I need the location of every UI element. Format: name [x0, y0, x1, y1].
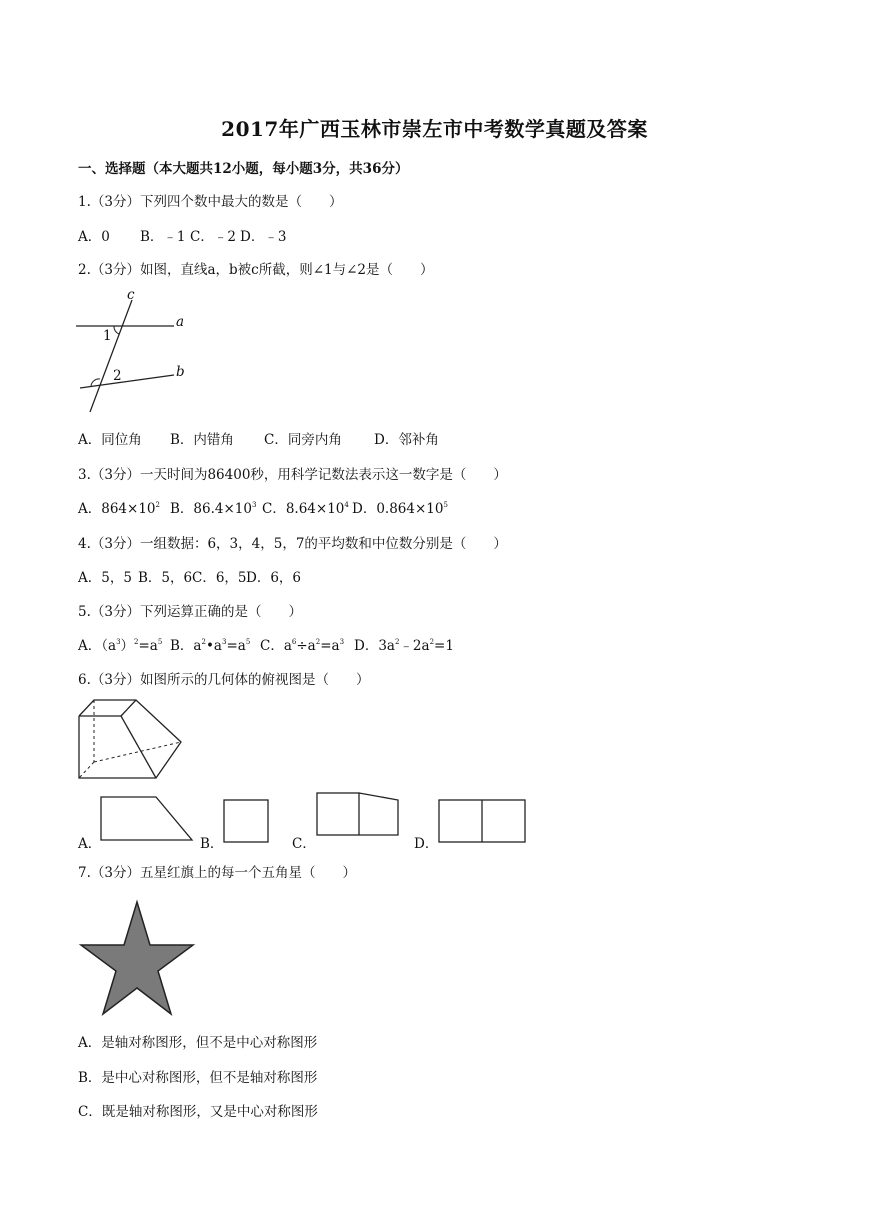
question-7-option-b: B．是中心对称图形，但不是轴对称图形 [78, 1070, 318, 1086]
label-b: b [176, 364, 185, 380]
line-b [80, 375, 174, 388]
line-c [90, 300, 132, 412]
angle-1-arc [114, 326, 119, 334]
label-a: a [176, 314, 185, 330]
page-title: 2017年广西玉林市崇左市中考数学真题及答案 [221, 117, 648, 141]
option-a: A．同位角 [78, 432, 142, 448]
question-1-options [78, 228, 286, 246]
label-angle-2: 2 [113, 368, 122, 384]
question-7-stem: 7.（3分）五星红旗上的每一个五角星（ ） [78, 865, 356, 881]
q6-option-d-label: D． [414, 836, 439, 852]
option-d: D．﹣3 [240, 229, 287, 245]
option-b: B．﹣1 [140, 229, 186, 245]
label-angle-1: 1 [103, 328, 112, 344]
option-c: C．$8.64\times 10^4$ [262, 501, 349, 517]
question-1-stem: 1.（3分）下列四个数中最大的数是（ ） [78, 194, 343, 210]
q6-option-a-shape [98, 794, 196, 844]
question-4-options [78, 569, 301, 587]
option-c: C．$a^6\div a^2=a^3$ [260, 638, 345, 654]
label-c: c [127, 287, 135, 303]
option-d: D．邻补角 [374, 432, 439, 448]
option-a: A．5，5 [78, 570, 132, 586]
q6-option-d-shape [436, 797, 530, 845]
question-3-options [78, 500, 448, 518]
question-7-option-a: A．是轴对称图形，但不是中心对称图形 [78, 1035, 318, 1051]
q6-option-c-label: C． [292, 836, 316, 852]
question-5-stem: 5.（3分）下列运算正确的是（ ） [78, 604, 302, 620]
option-c: C．同旁内角 [264, 432, 342, 448]
option-a: A．0 [78, 229, 110, 245]
parallel-lines-figure [74, 286, 194, 416]
five-pointed-star-figure [78, 898, 196, 1018]
question-3-stem: 3.（3分）一天时间为86400秒，用科学记数法表示这一数字是（ ） [78, 467, 507, 483]
q6-option-b-shape [221, 797, 271, 845]
option-d: D．6，6 [246, 570, 302, 586]
question-5-options [78, 637, 454, 655]
option-b: B．5，6 [138, 570, 193, 586]
question-6-stem: 6.（3分）如图所示的几何体的俯视图是（ ） [78, 672, 370, 688]
question-2-options [78, 431, 439, 449]
section-heading: 一、选择题（本大题共12小题，每小题3分，共36分） [78, 161, 409, 177]
option-a: A．$(a^3)^2=a^5$ [78, 638, 163, 654]
q6-option-a-label: A． [78, 836, 102, 852]
question-4-stem: 4.（3分）一组数据：6，3，4，5，7的平均数和中位数分别是（ ） [78, 536, 507, 552]
option-b: B．$a^2•a^3=a^5$ [170, 638, 251, 654]
option-c: C．﹣2 [190, 229, 236, 245]
question-2-stem: 2.（3分）如图，直线a，b被c所截，则∠1与∠2是（ ） [78, 262, 434, 278]
option-c: C．6，5 [192, 570, 247, 586]
option-d: D．$3a^2﹣2a^2=1$ [354, 638, 454, 654]
option-b: B．$86.4\times 10^3$ [170, 501, 257, 517]
option-d: D．$0.864\times 10^5$ [352, 501, 448, 517]
option-a: A．$864\times 10^2$ [78, 501, 160, 517]
solid-figure [76, 698, 186, 782]
q6-option-c-shape [314, 790, 404, 838]
question-7-option-c: C．既是轴对称图形，又是中心对称图形 [78, 1104, 318, 1120]
option-b: B．内错角 [170, 432, 234, 448]
q6-option-b-label: B． [200, 836, 224, 852]
